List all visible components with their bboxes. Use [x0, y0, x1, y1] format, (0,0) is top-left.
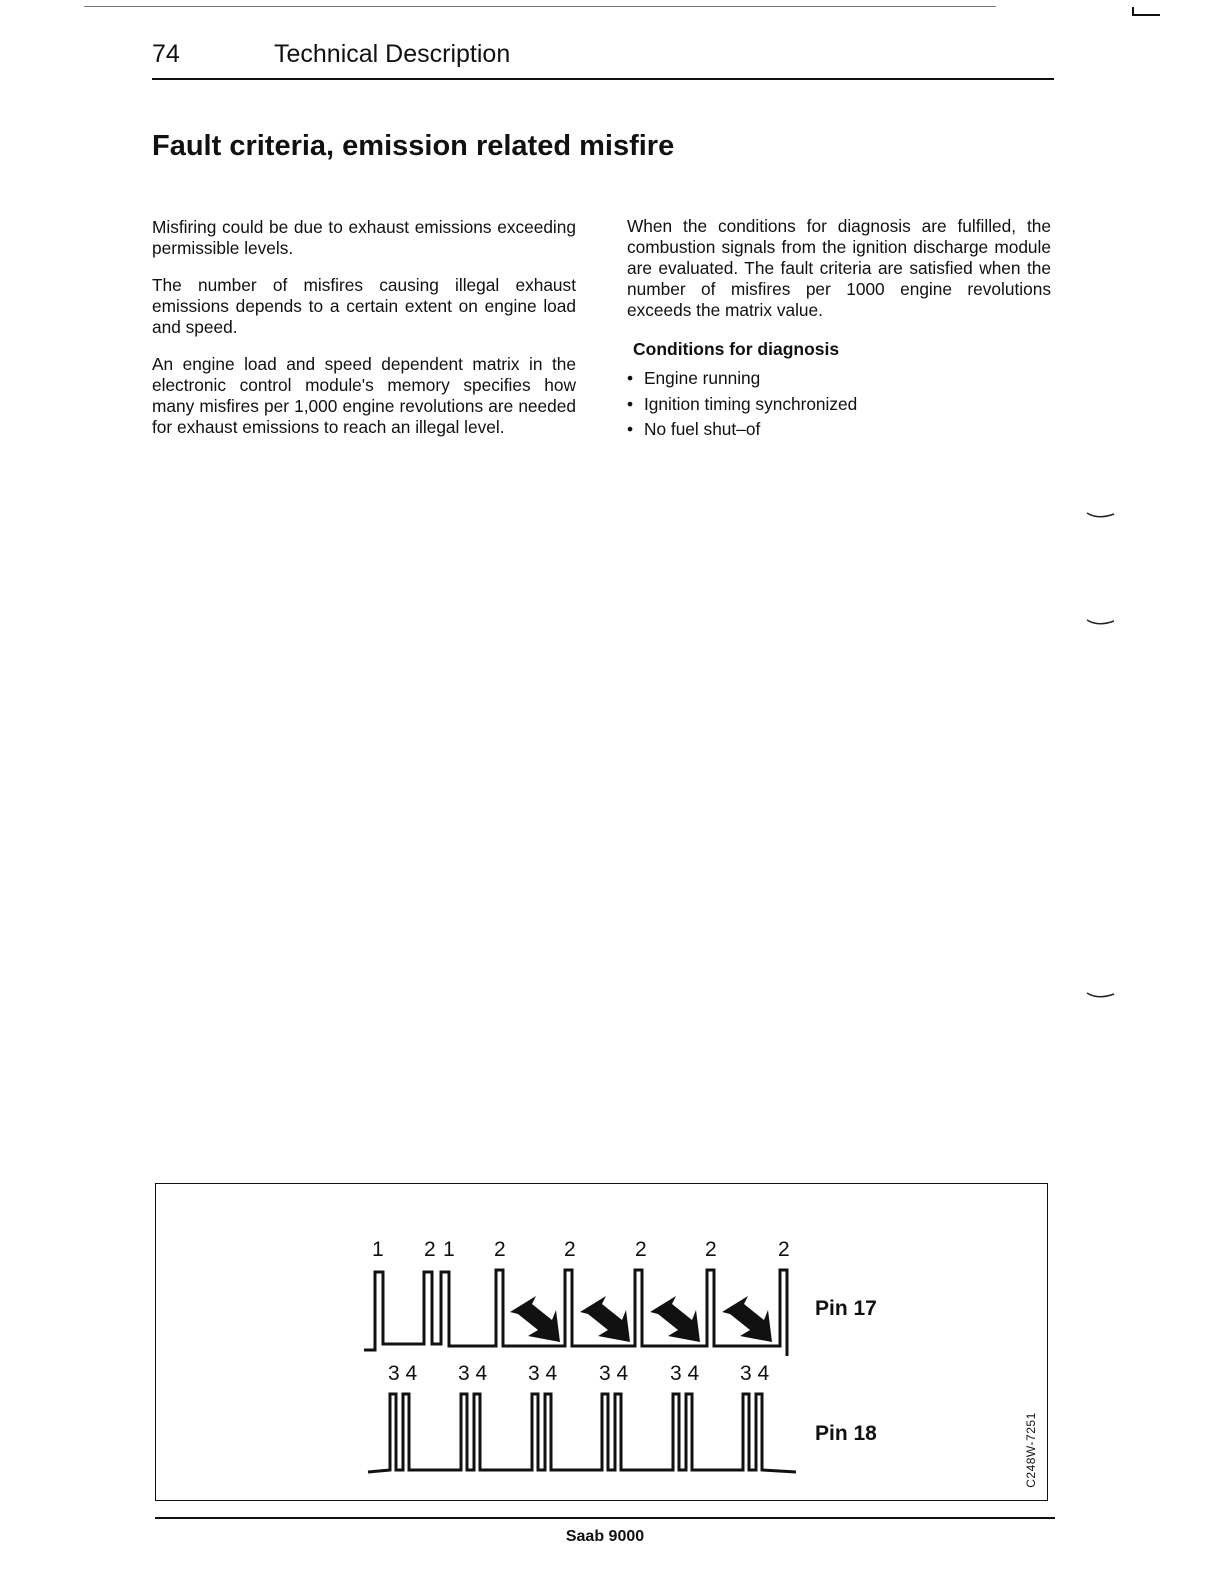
page-number: 74: [152, 40, 180, 68]
pulse-label-34: 3 4: [458, 1362, 488, 1385]
condition-no-fuel-shutoff: [627, 419, 1051, 441]
figure-code: C248W-7251: [1024, 1412, 1038, 1488]
misfire-arrow-icon: [722, 1296, 772, 1342]
pulse-label-1: 1: [372, 1238, 384, 1261]
page-title: Fault criteria, emission related misfire: [152, 130, 675, 162]
misfire-arrow-icon: [650, 1296, 700, 1342]
paragraph-matrix: An engine load and speed dependent matrix in the electronic control module's memory specifies how many misfires per 1,000 engine revolutions are needed for exhaust emissions to reach an illegal level.: [152, 354, 576, 437]
pulse-label-34: 3 4: [528, 1362, 558, 1385]
margin-bracket-mark: [1086, 990, 1116, 1004]
pulse-label-34: 3 4: [740, 1362, 770, 1385]
left-column: [152, 217, 576, 454]
conditions-heading: Conditions for diagnosis: [633, 339, 840, 359]
condition-text: No fuel shut–of: [644, 419, 761, 439]
bullet-icon: •: [627, 393, 634, 414]
pulse-label-2e: 2: [705, 1238, 717, 1261]
condition-engine-running: [627, 368, 1051, 390]
paragraph-misfire-cause: Misfiring could be due to exhaust emissions exceeding permissible levels.: [152, 217, 576, 258]
right-column: [627, 216, 1051, 445]
pin17-pulse-labels: [372, 1238, 790, 1261]
pulse-label-34: 3 4: [388, 1362, 418, 1385]
paragraph-fault-criteria: When the conditions for diagnosis are fulfilled, the combustion signals from the ignition discharge module are evaluated. The fault criteria are satisfied when the number of misfires per 1000 engine revolutions exceeds the matrix value.: [627, 216, 1051, 320]
conditions-list: [627, 368, 1051, 441]
pulse-label-2f: 2: [778, 1238, 790, 1261]
footer-rule: [155, 1517, 1055, 1519]
margin-bracket-mark: [1086, 510, 1116, 524]
corner-crop-mark: [1131, 6, 1161, 18]
pulse-label-2b: 2: [494, 1238, 506, 1261]
pulse-label-2c: 2: [564, 1238, 576, 1261]
paragraph-misfire-count: The number of misfires causing illegal exhaust emissions depends to a certain extent on engine load and speed.: [152, 275, 576, 337]
condition-text: Ignition timing synchronized: [644, 393, 858, 414]
pin18-pulse-labels: [388, 1362, 770, 1385]
pulse-label-1b: 1: [443, 1238, 455, 1261]
pin18-label: Pin 18: [815, 1422, 877, 1445]
misfire-arrow-icon: [580, 1296, 630, 1342]
pin17-waveform: [364, 1270, 787, 1356]
pin18-waveform: [368, 1394, 796, 1472]
pulse-label-2d: 2: [635, 1238, 647, 1261]
page-footer: Saab 9000: [565, 1528, 645, 1545]
misfire-arrow-icon: [510, 1296, 560, 1342]
margin-bracket-mark: [1086, 617, 1116, 631]
signal-figure: [155, 1183, 1048, 1501]
pulse-label-2: 2: [424, 1238, 436, 1261]
top-scan-rule: [84, 6, 996, 7]
pulse-label-34: 3 4: [599, 1362, 629, 1385]
condition-text: Engine running: [644, 368, 761, 388]
section-name: Technical Description: [274, 40, 511, 68]
bullet-icon: •: [627, 419, 634, 439]
condition-ignition-sync: [627, 394, 1051, 416]
page-header: [152, 38, 1054, 80]
bullet-icon: •: [627, 368, 634, 388]
pulse-label-34: 3 4: [670, 1362, 700, 1385]
pin17-label: Pin 17: [815, 1297, 877, 1320]
signal-diagram: [156, 1184, 1049, 1502]
